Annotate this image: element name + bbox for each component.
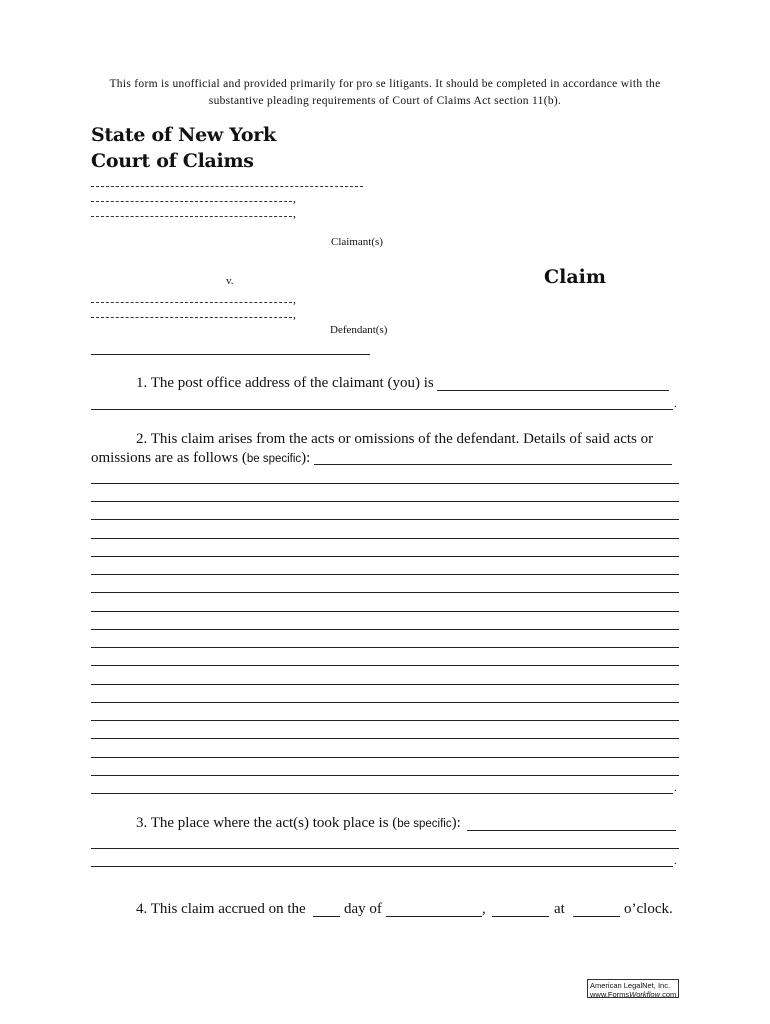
item-4-comma: , (482, 901, 486, 917)
place-field-1[interactable] (467, 830, 676, 831)
be-specific-label: be specific (397, 818, 452, 830)
details-line-last[interactable] (91, 793, 673, 794)
item-2-text-line-2 (91, 450, 310, 467)
claim-title: Claim (544, 266, 606, 288)
item-4-text-at: at (554, 901, 565, 917)
details-line[interactable] (91, 665, 679, 666)
publisher-stamp (587, 979, 679, 998)
address-field-2[interactable] (91, 409, 673, 410)
details-line[interactable] (91, 757, 679, 758)
defendant-label: Defendant(s) (330, 324, 388, 336)
item-2-text-start: omissions are as follows ( (91, 450, 247, 466)
defendant-name-field-1[interactable] (91, 302, 292, 303)
item-2-text-end: ): (301, 450, 311, 466)
details-line[interactable] (91, 592, 679, 593)
period: . (674, 398, 677, 410)
item-4-text-oclock: o’clock. (624, 901, 673, 917)
claimant-caption-line[interactable] (91, 186, 363, 187)
claimant-name-field-1[interactable] (91, 201, 292, 202)
item-4-text-b: day of (344, 901, 382, 917)
period: . (674, 855, 677, 867)
court-title: Court of Claims (91, 150, 254, 172)
claimant-name-field-2[interactable] (91, 216, 292, 217)
details-line[interactable] (91, 738, 679, 739)
details-line[interactable] (91, 702, 679, 703)
details-line[interactable] (91, 519, 679, 520)
accrual-month-field[interactable] (386, 916, 482, 917)
disclaimer-line-2: substantive pleading requirements of Court of Claims Act section 11(b). (208, 95, 562, 107)
details-line[interactable] (91, 556, 679, 557)
item-3-text-start: 3. The place where the act(s) took place is ( (136, 815, 398, 831)
details-line[interactable] (91, 629, 679, 630)
details-line[interactable] (91, 647, 679, 648)
details-line[interactable] (91, 501, 679, 502)
disclaimer (80, 76, 690, 110)
versus-label: v. (226, 275, 234, 287)
item-1-text: 1. The post office address of the claimant (you) is (136, 375, 434, 391)
details-line[interactable] (91, 483, 679, 484)
disclaimer-line-1: This form is unofficial and provided primarily for pro se litigants. It should be completed in accordance with the (109, 78, 661, 90)
be-specific-label: be specific (246, 453, 302, 465)
accrual-day-field[interactable] (313, 916, 340, 917)
details-line[interactable] (91, 775, 679, 776)
claimant-label: Claimant(s) (331, 236, 383, 248)
case-number-field[interactable] (91, 354, 370, 355)
publisher-url-italic: Workflow (629, 990, 661, 999)
comma: , (293, 307, 296, 321)
comma: , (293, 206, 296, 220)
publisher-url-suffix: .com (660, 990, 677, 999)
publisher-name: American LegalNet, Inc. (590, 981, 671, 990)
item-4-text-a: 4. This claim accrued on the (136, 901, 306, 917)
details-field-first[interactable] (314, 464, 672, 465)
details-line[interactable] (91, 538, 679, 539)
item-3-text (136, 815, 461, 832)
details-line[interactable] (91, 684, 679, 685)
period: . (674, 782, 677, 794)
defendant-name-field-2[interactable] (91, 317, 292, 318)
state-title: State of New York (91, 124, 276, 146)
comma: , (293, 292, 296, 306)
place-field-3[interactable] (91, 866, 673, 867)
comma: , (293, 191, 296, 205)
accrual-time-field[interactable] (573, 916, 620, 917)
details-line[interactable] (91, 574, 679, 575)
item-2-text-line-1: 2. This claim arises from the acts or omissions of the defendant. Details of said acts or (136, 431, 654, 447)
publisher-url-prefix: www.Forms (590, 990, 630, 999)
place-field-2[interactable] (91, 848, 679, 849)
details-line[interactable] (91, 611, 679, 612)
details-line[interactable] (91, 720, 679, 721)
accrual-year-field[interactable] (492, 916, 549, 917)
publisher-url (590, 990, 676, 999)
item-3-text-end: ): (451, 815, 461, 831)
address-field-1[interactable] (437, 390, 669, 391)
